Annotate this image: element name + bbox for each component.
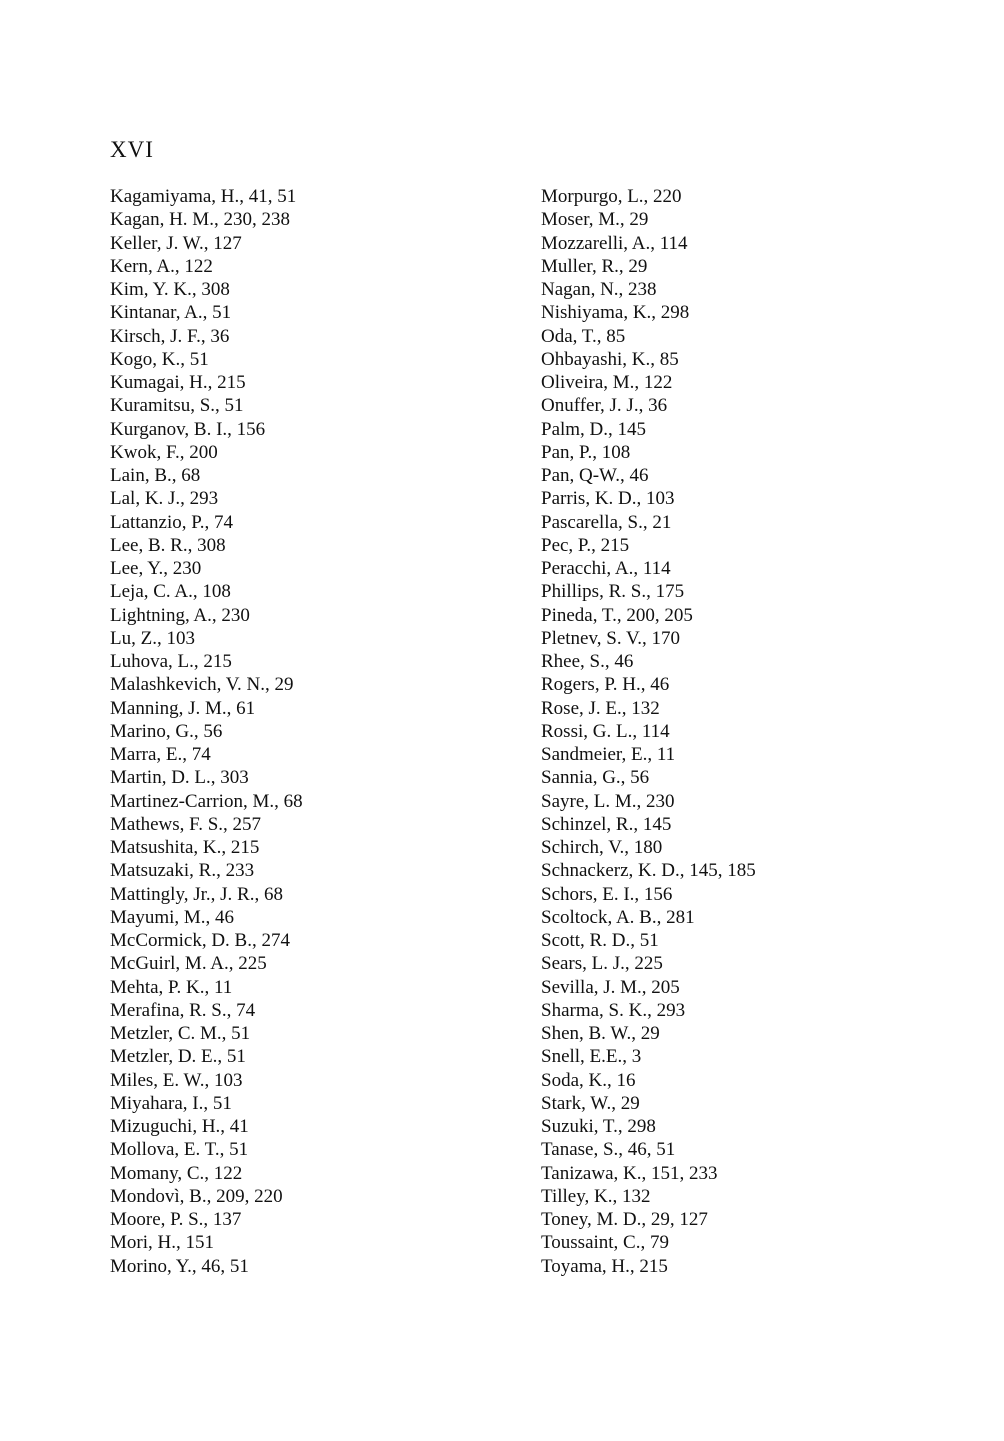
index-entry: Sharma, S. K., 293	[541, 999, 686, 1021]
index-entry: Tanizawa, K., 151, 233	[541, 1162, 718, 1184]
index-entry: Peracchi, A., 114	[541, 558, 671, 579]
index-entry: Schnackerz, K. D., 145, 185	[541, 860, 756, 882]
index-entry: Kintanar, A., 51	[110, 302, 232, 324]
index-entry: Mattingly, Jr., J. R., 68	[110, 883, 283, 905]
index-entry: Lee, Y., 230	[110, 558, 202, 579]
index-column-left	[110, 185, 303, 1278]
index-entry: Metzler, C. M., 51	[110, 1023, 251, 1044]
index-entry: Mathews, F. S., 257	[110, 813, 262, 835]
index-entry: Rogers, P. H., 46	[541, 674, 670, 696]
index-entry: Snell, E.E., 3	[541, 1046, 642, 1068]
index-entry: Shen, B. W., 29	[541, 1023, 660, 1044]
index-entry: Morino, Y., 46, 51	[110, 1255, 249, 1277]
index-entry: Pec, P., 215	[541, 534, 630, 556]
index-entry: Schirch, V., 180	[541, 837, 663, 858]
index-entry: Sandmeier, E., 11	[541, 744, 676, 765]
index-entry: Tilley, K., 132	[541, 1185, 651, 1207]
index-entry: Kwok, F., 200	[110, 441, 218, 463]
index-entry: Nishiyama, K., 298	[541, 302, 690, 324]
index-entry: Rossi, G. L., 114	[541, 720, 670, 742]
index-entry: Martinez-Carrion, M., 68	[110, 790, 303, 812]
index-entry: Manning, J. M., 61	[110, 697, 256, 719]
index-entry: Pletnev, S. V., 170	[541, 627, 681, 649]
index-entry: Mondovì, B., 209, 220	[110, 1185, 283, 1207]
index-entry: Onuffer, J. J., 36	[541, 395, 668, 417]
index-entry: Matsushita, K., 215	[110, 837, 260, 858]
index-entry: Kuramitsu, S., 51	[110, 395, 244, 417]
index-entry: Pascarella, S., 21	[541, 511, 672, 533]
index-entry: McGuirl, M. A., 225	[110, 953, 267, 975]
index-entry: Sears, L. J., 225	[541, 953, 663, 975]
page-number: XVI	[110, 137, 154, 162]
index-entry: Miles, E. W., 103	[110, 1069, 243, 1091]
index-entry: Pan, Q-W., 46	[541, 465, 649, 486]
index-entry: Lain, B., 68	[110, 465, 201, 486]
index-entry: Mizuguchi, H., 41	[110, 1116, 249, 1137]
index-entry: Toussaint, C., 79	[541, 1232, 669, 1254]
index-entry: Lightning, A., 230	[110, 604, 250, 626]
index-entry: Pan, P., 108	[541, 441, 631, 463]
index-entry: Rhee, S., 46	[541, 651, 634, 672]
index-entry: Sannia, G., 56	[541, 767, 650, 789]
index-entry: Toyama, H., 215	[541, 1255, 668, 1277]
index-entry: Kogo, K., 51	[110, 348, 209, 370]
index-entry: Merafina, R. S., 74	[110, 999, 256, 1021]
index-entry: Marra, E., 74	[110, 744, 211, 765]
index-entry: Sevilla, J. M., 205	[541, 976, 680, 998]
index-entry: Kurganov, B. I., 156	[110, 418, 266, 440]
index-entry: Mehta, P. K., 11	[110, 976, 233, 998]
index-entry: Keller, J. W., 127	[110, 232, 242, 254]
index-entry: Scoltock, A. B., 281	[541, 906, 695, 928]
index-entry: Moser, M., 29	[541, 209, 649, 231]
index-entry: Momany, C., 122	[110, 1162, 243, 1184]
index-entry: Kern, A., 122	[110, 255, 213, 277]
index-entry: Mollova, E. T., 51	[110, 1139, 249, 1161]
index-entry: Marino, G., 56	[110, 720, 223, 742]
index-entry: Luhova, L., 215	[110, 651, 232, 672]
index-entry: Kim, Y. K., 308	[110, 279, 230, 300]
index-entry: Stark, W., 29	[541, 1092, 640, 1114]
index-entry: Lee, B. R., 308	[110, 534, 226, 556]
index-entry: Schinzel, R., 145	[541, 813, 672, 835]
index-entry: Malashkevich, V. N., 29	[110, 674, 294, 696]
index-entry: Moore, P. S., 137	[110, 1209, 242, 1230]
index-entry: Schors, E. I., 156	[541, 883, 673, 905]
index-entry: Rose, J. E., 132	[541, 697, 660, 719]
index-entry: Martin, D. L., 303	[110, 767, 249, 789]
index-entry: Kagan, H. M., 230, 238	[110, 209, 290, 231]
index-entry: Lu, Z., 103	[110, 627, 195, 649]
index-entry: Lal, K. J., 293	[110, 488, 219, 510]
index-entry: Kirsch, J. F., 36	[110, 325, 230, 347]
index-entry: Muller, R., 29	[541, 255, 648, 277]
index-entry: Kagamiyama, H., 41, 51	[110, 186, 297, 207]
index-entry: Mori, H., 151	[110, 1232, 214, 1254]
index-entry: Scott, R. D., 51	[541, 930, 659, 951]
index-entry: Oliveira, M., 122	[541, 372, 673, 393]
index-entry: Metzler, D. E., 51	[110, 1046, 246, 1068]
index-entry: Suzuki, T., 298	[541, 1116, 656, 1137]
index-entry: Phillips, R. S., 175	[541, 581, 685, 603]
index-column-right	[541, 185, 756, 1278]
index-entry: McCormick, D. B., 274	[110, 930, 290, 951]
index-entry: Mayumi, M., 46	[110, 906, 235, 928]
index-entry: Palm, D., 145	[541, 418, 647, 440]
index-entry: Miyahara, I., 51	[110, 1092, 232, 1114]
index-entry: Parris, K. D., 103	[541, 488, 675, 510]
index-entry: Mozzarelli, A., 114	[541, 232, 688, 254]
index-entry: Oda, T., 85	[541, 325, 626, 347]
index-entry: Ohbayashi, K., 85	[541, 348, 679, 370]
index-entry: Leja, C. A., 108	[110, 581, 231, 603]
index-entry: Nagan, N., 238	[541, 279, 657, 300]
index-entry: Lattanzio, P., 74	[110, 511, 233, 533]
index-entry: Matsuzaki, R., 233	[110, 860, 255, 882]
index-entry: Morpurgo, L., 220	[541, 186, 682, 207]
index-entry: Pineda, T., 200, 205	[541, 604, 693, 626]
index-entry: Sayre, L. M., 230	[541, 790, 675, 812]
index-entry: Tanase, S., 46, 51	[541, 1139, 676, 1161]
index-entry: Toney, M. D., 29, 127	[541, 1209, 708, 1230]
index-entry: Kumagai, H., 215	[110, 372, 246, 393]
index-entry: Soda, K., 16	[541, 1069, 636, 1091]
